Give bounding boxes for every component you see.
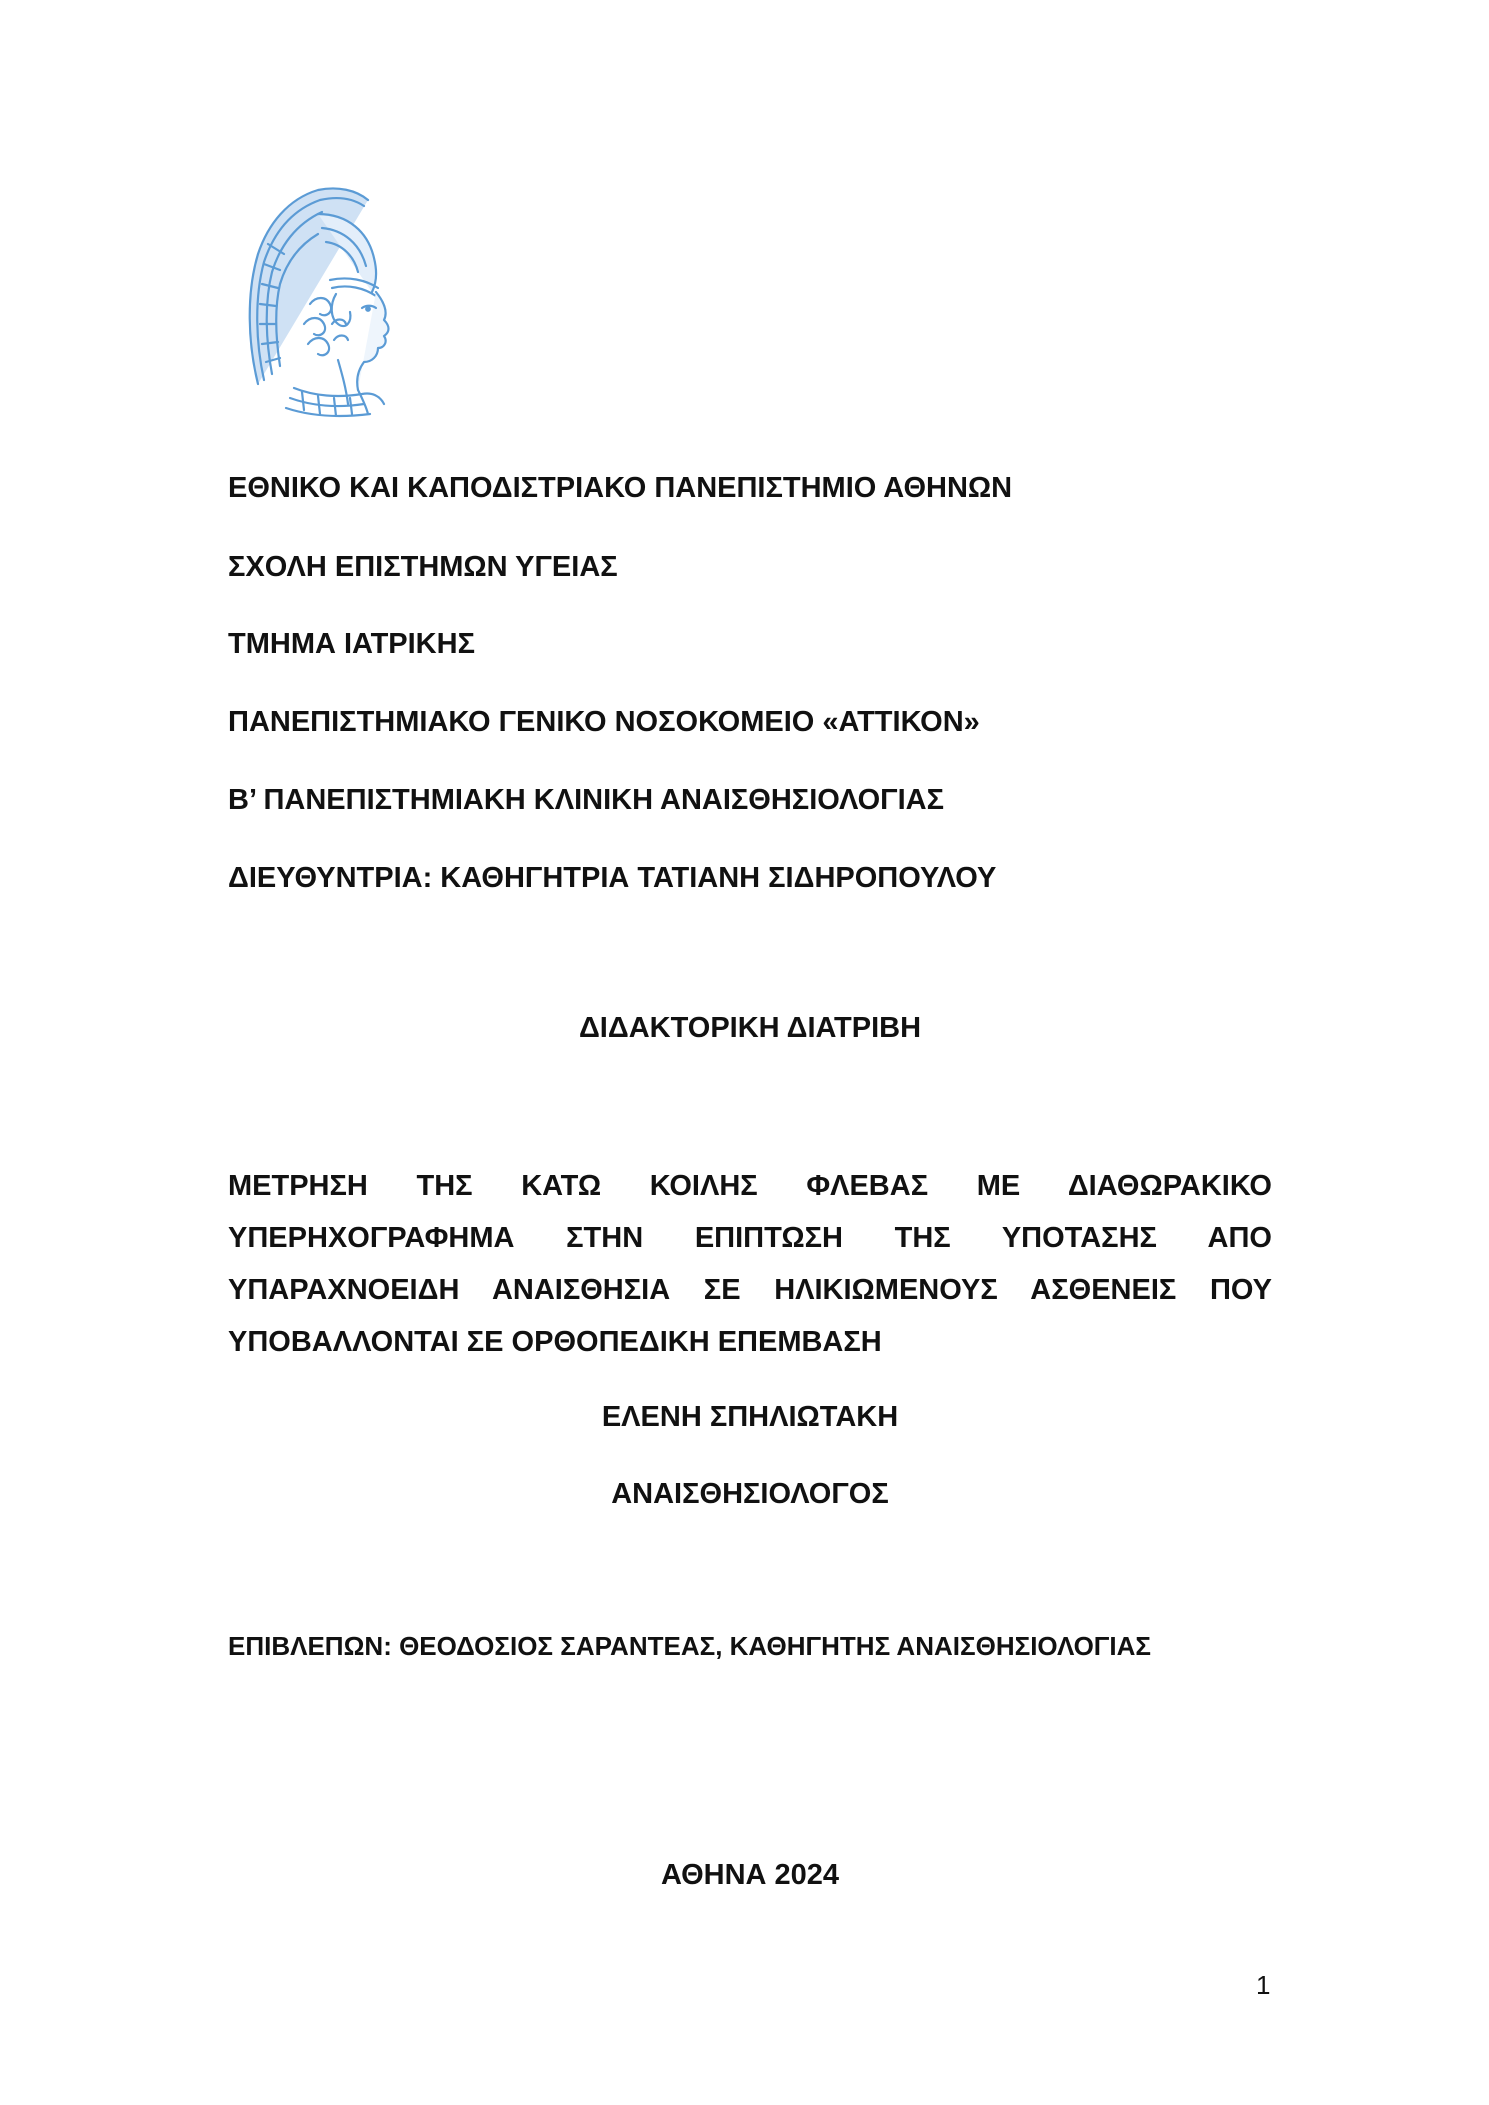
page-number: 1 [1256, 1970, 1271, 2000]
thesis-title-line: ΜΕΤΡΗΣΗ ΤΗΣ ΚΑΤΩ ΚΟΙΛΗΣ ΦΛΕΒΑΣ ΜΕ ΔΙΑΘΩΡΑΚΙΚΟ [228, 1170, 1272, 1202]
place-year: ΑΘΗΝΑ 2024 [660, 1859, 840, 1891]
author-name: ΕΛΕΝΗ ΣΠΗΛΙΩΤΑΚΗ [601, 1401, 899, 1433]
director-line: ΔΙΕΥΘΥΝΤΡΙΑ: ΚΑΘΗΓΗΤΡΙΑ ΤΑΤΙΑΝΗ ΣΙΔΗΡΟΠΟΥΛΟΥ [228, 862, 997, 894]
thesis-title-line: ΥΠΟΒΑΛΛΟΝΤΑΙ ΣΕ ΟΡΘΟΠΕΔΙΚΗ ΕΠΕΜΒΑΣΗ [228, 1326, 882, 1358]
university-name: ΕΘΝΙΚΟ ΚΑΙ ΚΑΠΟΔΙΣΤΡΙΑΚΟ ΠΑΝΕΠΙΣΤΗΜΙΟ ΑΘΗΝΩΝ [228, 472, 1013, 504]
thesis-title-line: ΥΠΑΡΑΧΝΟΕΙΔΗ ΑΝΑΙΣΘΗΣΙΑ ΣΕ ΗΛΙΚΙΩΜΕΝΟΥΣ ΑΣΘΕΝΕΙΣ ΠΟΥ [228, 1274, 1272, 1306]
athena-head-logo [238, 184, 400, 418]
thesis-title [228, 1160, 1272, 1368]
school-name: ΣΧΟΛΗ ΕΠΙΣΤΗΜΩΝ ΥΓΕΙΑΣ [228, 551, 618, 583]
author-role: ΑΝΑΙΣΘΗΣΙΟΛΟΓΟΣ [611, 1478, 889, 1510]
thesis-title-line: ΥΠΕΡΗΧΟΓΡΑΦΗΜΑ ΣΤΗΝ ΕΠΙΠΤΩΣΗ ΤΗΣ ΥΠΟΤΑΣΗΣ ΑΠΟ [228, 1222, 1272, 1254]
clinic-name: Β’ ΠΑΝΕΠΙΣΤΗΜΙΑΚΗ ΚΛΙΝΙΚΗ ΑΝΑΙΣΘΗΣΙΟΛΟΓΙΑΣ [228, 784, 944, 816]
department-name: ΤΜΗΜΑ ΙΑΤΡΙΚΗΣ [228, 628, 475, 660]
supervisor-line: ΕΠΙΒΛΕΠΩΝ: ΘΕΟΔΟΣΙΟΣ ΣΑΡΑΝΤΕΑΣ, ΚΑΘΗΓΗΤΗΣ ΑΝΑΙΣΘΗΣΙΟΛΟΓΙΑΣ [228, 1631, 1152, 1661]
document-type: ΔΙΔΑΚΤΟΡΙΚΗ ΔΙΑΤΡΙΒΗ [578, 1012, 922, 1044]
hospital-name: ΠΑΝΕΠΙΣΤΗΜΙΑΚΟ ΓΕΝΙΚΟ ΝΟΣΟΚΟΜΕΙΟ «ΑΤΤΙΚΟΝ» [228, 706, 980, 738]
